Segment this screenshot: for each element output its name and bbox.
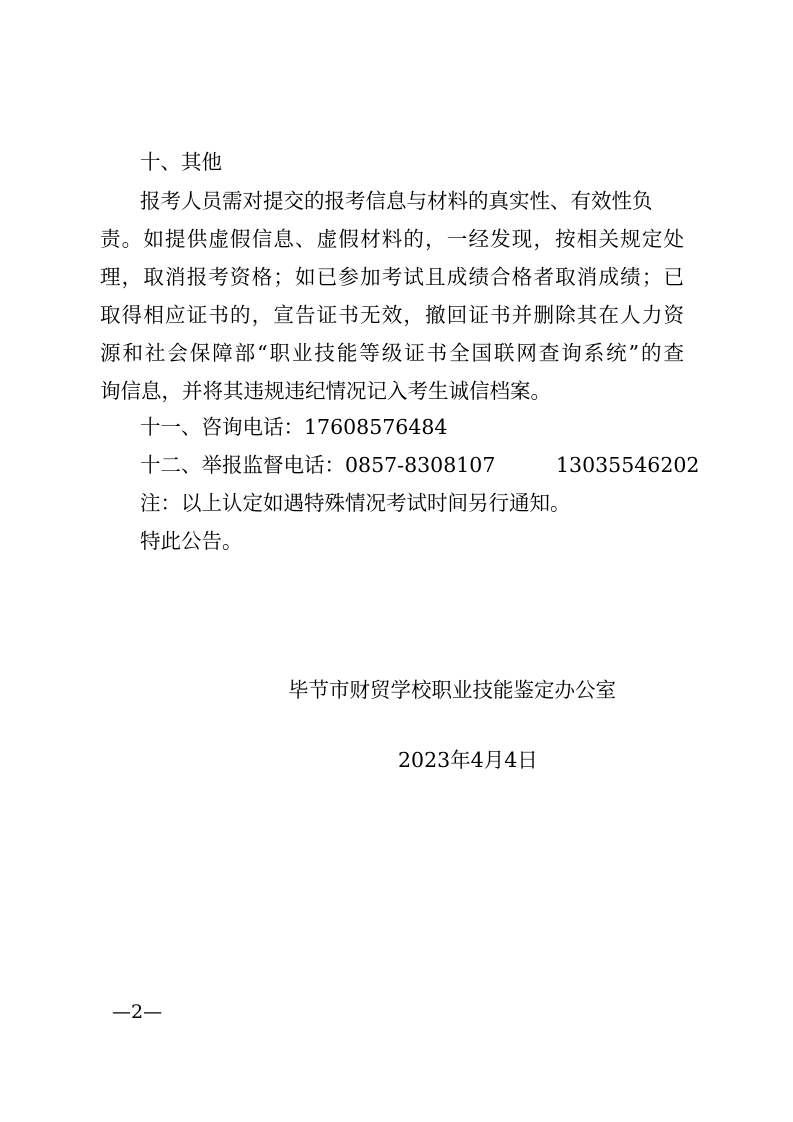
report-phone-second: 13035546202 — [556, 453, 700, 477]
paragraph-line: 询信息，并将其违规违纪情况记入考生诚信档案。 — [100, 379, 551, 403]
signature-date: 2023年4月4日 — [398, 748, 538, 772]
consult-phone-line: 十一、咨询电话：17608576484 — [140, 415, 448, 439]
section-ten-heading: 十、其他 — [140, 150, 222, 174]
paragraph-line: 责。如提供虚假信息、虚假材料的，一经发现，按相关规定处 — [100, 227, 684, 251]
paragraph-line: 取得相应证书的，宣告证书无效，撤回证书并删除其在人力资 — [100, 303, 684, 327]
paragraph-line: 报考人员需对提交的报考信息与材料的真实性、有效性负 — [140, 189, 653, 213]
page-number: —2— — [112, 1001, 163, 1023]
signature-organization: 毕节市财贸学校职业技能鉴定办公室 — [288, 678, 616, 702]
note-line: 注：以上认定如遇特殊情况考试时间另行通知。 — [140, 491, 571, 515]
report-phone-line — [140, 452, 700, 478]
closing-line: 特此公告。 — [140, 529, 243, 553]
paragraph-line: 源和社会保障部“职业技能等级证书全国联网查询系统”的查 — [100, 341, 684, 365]
report-phone-label: 十二、举报监督电话：0857-8308107 — [140, 453, 496, 477]
paragraph-line: 理，取消报考资格；如已参加考试且成绩合格者取消成绩；已 — [100, 265, 684, 289]
